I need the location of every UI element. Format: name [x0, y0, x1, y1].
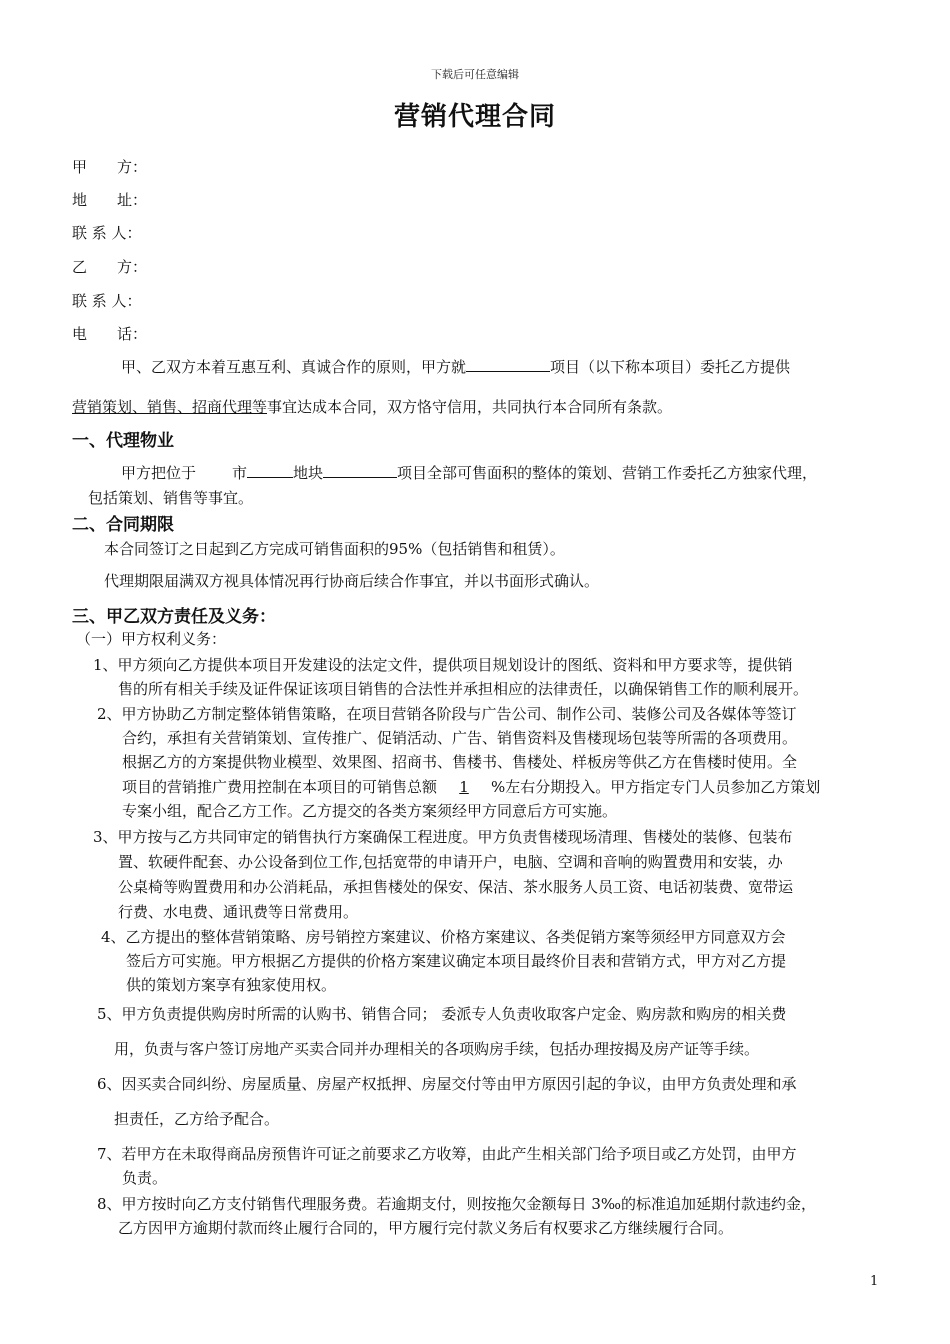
section-3-subheading: （一）甲方权利义务：: [76, 630, 227, 648]
intro-underlined-scope: 营销策划、销售、招商代理等: [72, 398, 268, 416]
page-number: 1: [870, 1274, 879, 1289]
contact-a-label: 联 系 人：: [72, 224, 142, 242]
s1-text-c: 地块: [293, 464, 324, 482]
item-6-line-2: 担责任，乙方给予配合。: [114, 1110, 280, 1128]
section-1-line-2: 包括策划、销售等事宜。: [88, 489, 254, 507]
s1-text-d: 项目全部可售面积的整体的策划、营销工作委托乙方独家代理，: [397, 464, 818, 482]
header-note: 下载后可任意编辑: [431, 68, 519, 81]
item-5-line-1: 5、甲方负责提供购房时所需的认购书、销售合同； 委派专人负责收取客户定金、购房款和购房的相关费: [97, 1005, 787, 1023]
item-2-line-5: 专案小组，配合乙方工作。乙方提交的各类方案须经甲方同意后方可实施。: [122, 802, 618, 820]
item-8-line-1: 8、甲方按时向乙方支付销售代理服务费。若逾期支付，则按拖欠金额每日 3‰的标准追加延期付款违约金，: [97, 1195, 816, 1213]
item-2-text-b: %左右分期投入。甲方指定专门人员参加乙方策划: [491, 778, 821, 796]
intro-text-3: 事宜达成本合同，双方恪守信用，共同执行本合同所有条款。: [267, 398, 673, 416]
item-2-text-a: 项目的营销推广费用控制在本项目的可销售总额: [122, 778, 438, 796]
contact-b-label: 联 系 人：: [72, 292, 142, 310]
item-3-line-4: 行费、水电费、通讯费等日常费用。: [118, 903, 359, 921]
item-8-line-2: 乙方因甲方逾期付款而终止履行合同的，甲方履行完付款义务后有权要求乙方继续履行合同。: [118, 1219, 734, 1237]
project-name-blank: [466, 357, 550, 372]
address-label: 地 址：: [72, 191, 148, 209]
marketing-percent-value: 1: [459, 778, 469, 796]
party-b-label: 乙 方：: [72, 258, 148, 276]
item-1-line-1: 1、甲方须向乙方提供本项目开发建设的法定文件，提供项目规划设计的图纸、资料和甲方要求等，提供销: [93, 656, 793, 674]
item-3-line-2: 置、软硬件配套、办公设备到位工作,包括宽带的申请开户，电脑、空调和音响的购置费用和安装，办: [118, 853, 783, 871]
item-5-line-2: 用，负责与客户签订房地产买卖合同并办理相关的各项购房手续，包括办理按揭及房产证等手续。: [114, 1040, 760, 1058]
item-6-line-1: 6、因买卖合同纠纷、房屋质量、房屋产权抵押、房屋交付等由甲方原因引起的争议，由甲方负责处理和承: [97, 1075, 797, 1093]
item-2-line-3: 根据乙方的方案提供物业模型、效果图、招商书、售楼书、售楼处、样板房等供乙方在售楼时使用。全: [122, 753, 798, 771]
s1-text-b: 市: [232, 464, 248, 482]
section-1-line-1: [121, 462, 817, 483]
item-2-line-2: 合约，承担有关营销策划、宣传推广、促销活动、广告、销售资料及售楼现场包装等所需的各项费用。: [122, 729, 798, 747]
item-4-line-3: 供的策划方案享有独家使用权。: [126, 976, 337, 994]
item-7-line-2: 负责。: [122, 1169, 168, 1187]
intro-text-1: 甲、乙双方本着互惠互利、真诚合作的原则，甲方就: [121, 358, 467, 376]
item-2-line-1: 2、甲方协助乙方制定整体销售策略，在项目营销各阶段与广告公司、制作公司、装修公司及各媒体等签订: [97, 705, 797, 723]
phone-label: 电 话：: [72, 325, 148, 343]
intro-text-2: 项目（以下称本项目）委托乙方提供: [550, 358, 791, 376]
item-1-line-2: 售的所有相关手续及证件保证该项目销售的合法性并承担相应的法律责任，以确保销售工作的顺利展开。: [118, 680, 809, 698]
item-3-line-1: 3、甲方按与乙方共同审定的销售执行方案确保工程进度。甲方负责售楼现场清理、售楼处的装修、包装布: [93, 828, 793, 846]
item-4-line-1: 4、乙方提出的整体营销策略、房号销控方案建议、价格方案建议、各类促销方案等须经甲方同意双方会: [101, 928, 786, 946]
section-2-heading: 二、合同期限: [72, 515, 174, 535]
item-3-line-3: 公桌椅等购置费用和办公消耗品，承担售楼处的保安、保洁、茶水服务人员工资、电话初装费、宽带运: [118, 878, 794, 896]
intro-line-2: [72, 396, 672, 417]
item-2-line-4: [122, 776, 820, 797]
party-a-label: 甲 方：: [72, 158, 148, 176]
section-2-para-2: 代理期限届满双方视具体情况再行协商后续合作事宜，并以书面形式确认。: [104, 572, 600, 590]
section-2-para-1: 本合同签订之日起到乙方完成可销售面积的95%（包括销售和租赁）。: [104, 540, 565, 558]
section-1-heading: 一、代理物业: [72, 431, 174, 451]
section-3-heading: 三、甲乙双方责任及义务：: [72, 607, 276, 627]
plot-blank: [323, 463, 397, 478]
item-7-line-1: 7、若甲方在未取得商品房预售许可证之前要求乙方收筹，由此产生相关部门给予项目或乙方处罚，由甲方: [97, 1145, 797, 1163]
item-4-line-2: 签后方可实施。甲方根据乙方提供的价格方案建议确定本项目最终价目表和营销方式，甲方对乙方提: [126, 952, 787, 970]
s1-text-a: 甲方把位于: [121, 464, 197, 482]
document-title: 营销代理合同: [393, 102, 556, 132]
intro-line-1: [121, 356, 790, 377]
city-blank: [247, 463, 293, 478]
